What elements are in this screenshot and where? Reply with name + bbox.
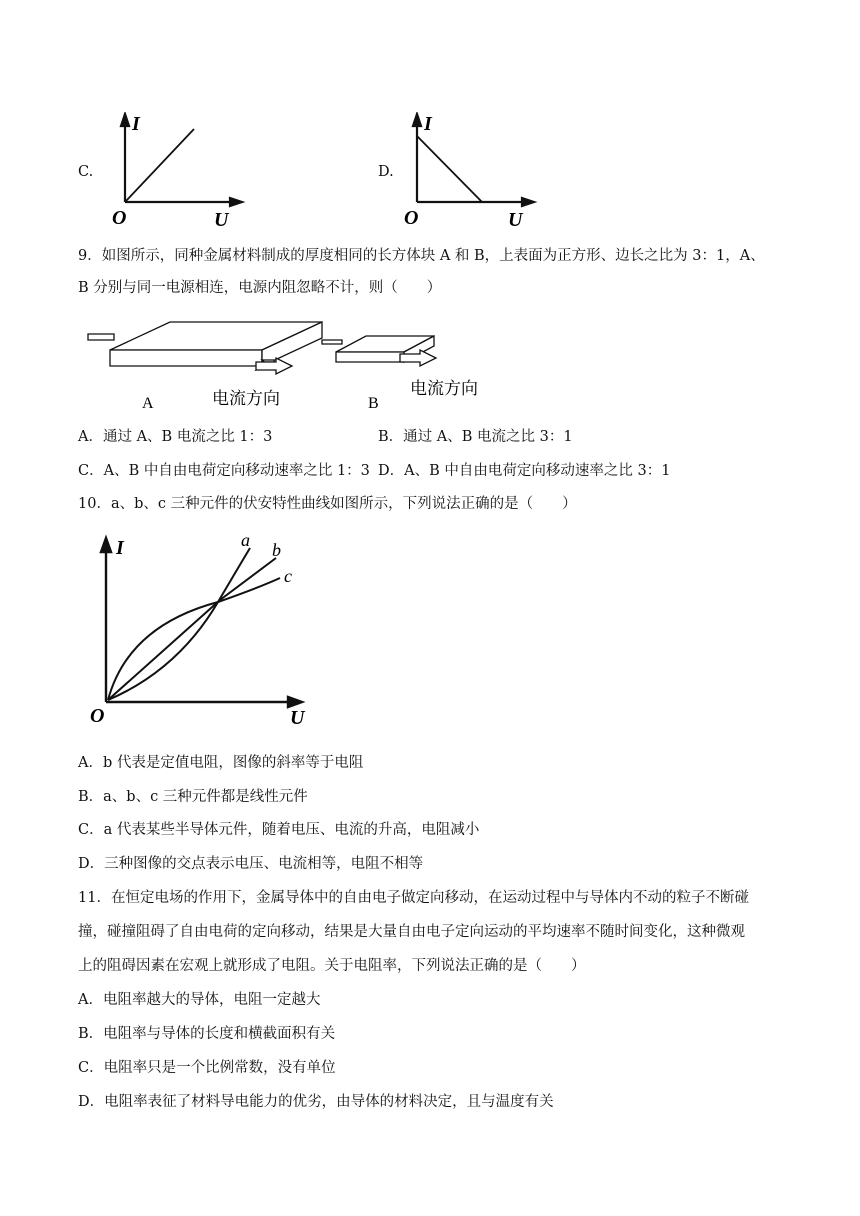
u-axis-arrow-icon xyxy=(522,198,534,206)
q11-option-b: B．电阻率与导体的长度和横截面积有关 xyxy=(78,1026,336,1042)
q8-graph-d xyxy=(400,112,540,232)
axis-i-label: I xyxy=(424,113,432,135)
q11-option-a: A．电阻率越大的导体，电阻一定越大 xyxy=(78,992,321,1008)
q9-option-a: A．通过 A、B 电流之比 1：3 xyxy=(78,429,273,445)
origin-label: O xyxy=(90,705,105,727)
q10-option-c: C．a 代表某些半导体元件，随着电压、电流的升高，电阻减小 xyxy=(78,822,480,838)
axis-i-label: I xyxy=(132,113,140,135)
axis-u-label: U xyxy=(214,209,229,231)
axis-u-label: U xyxy=(508,209,523,231)
curve-c xyxy=(108,578,280,700)
current-dir-label-a: 电流方向 xyxy=(212,389,280,408)
q11-stem-line-3: 上的阻碍因素在宏观上就形成了电阻。关于电阻率，下列说法正确的是（ ） xyxy=(78,958,586,974)
q9-option-c: C．A、B 中自由电荷定向移动速率之比 1：3 xyxy=(78,463,370,479)
i-axis-arrow-icon xyxy=(101,538,111,552)
q8-option-c-label: C. xyxy=(78,164,94,180)
i-axis-arrow-icon xyxy=(413,114,421,126)
q10-stem: 10．a、b、c 三种元件的伏安特性曲线如图所示，下列说法正确的是（ ） xyxy=(78,496,577,512)
q9-option-d: D．A、B 中自由电荷定向移动速率之比 3：1 xyxy=(378,463,671,479)
block-b-front xyxy=(336,352,404,362)
curve-a xyxy=(108,548,250,700)
q10-option-b: B．a、b、c 三种元件都是线性元件 xyxy=(78,789,308,805)
q11-stem-line-2: 撞，碰撞阻碍了自由电荷的定向移动，结果是大量自由电子定向运动的平均速率不随时间变化，这种微观 xyxy=(78,924,745,940)
q11-option-c: C．电阻率只是一个比例常数，没有单位 xyxy=(78,1060,336,1076)
u-axis-arrow-icon xyxy=(288,697,302,707)
q10-option-d: D．三种图像的交点表示电压、电流相等，电阻不相等 xyxy=(78,856,424,872)
q11-stem-line-1: 11．在恒定电场的作用下，金属导体中的自由电子做定向移动，在运动过程中与导体内不动的粒子不断碰 xyxy=(78,890,749,906)
curve-c-label: c xyxy=(284,566,292,586)
q11-option-d: D．电阻率表征了材料导电能力的优劣，由导体的材料决定，且与温度有关 xyxy=(78,1094,554,1110)
block-a-front xyxy=(110,350,262,366)
curve-b xyxy=(108,558,276,700)
q10-option-a: A．b 代表是定值电阻，图像的斜率等于电阻 xyxy=(78,755,364,771)
q8-graph-c xyxy=(108,112,248,232)
axis-u-label: U xyxy=(290,707,305,729)
q8-option-d-label: D. xyxy=(378,164,394,180)
iu-line xyxy=(417,136,482,202)
iu-line xyxy=(125,129,194,202)
label-b: B xyxy=(368,395,379,412)
q9-stem-line-1: 9．如图所示，同种金属材料制成的厚度相同的长方体块 A 和 B，上表面为正方形、边长之比为 3：1，A、 xyxy=(78,248,765,264)
i-axis-arrow-icon xyxy=(121,114,129,126)
current-dir-label-b: 电流方向 xyxy=(410,379,478,398)
origin-label: O xyxy=(112,207,127,229)
curve-a-label: a xyxy=(241,530,250,550)
origin-label: O xyxy=(404,207,419,229)
u-axis-arrow-icon xyxy=(230,198,242,206)
curve-b-label: b xyxy=(272,540,281,560)
q9-figure xyxy=(80,314,500,414)
q9-stem-line-2: B 分别与同一电源相连，电源内阻忽略不计，则（ ） xyxy=(78,280,442,296)
label-a: A xyxy=(142,395,154,412)
axis-i-label: I xyxy=(116,537,124,559)
q10-graph xyxy=(88,530,318,730)
q9-option-b: B．通过 A、B 电流之比 3：1 xyxy=(378,429,573,445)
